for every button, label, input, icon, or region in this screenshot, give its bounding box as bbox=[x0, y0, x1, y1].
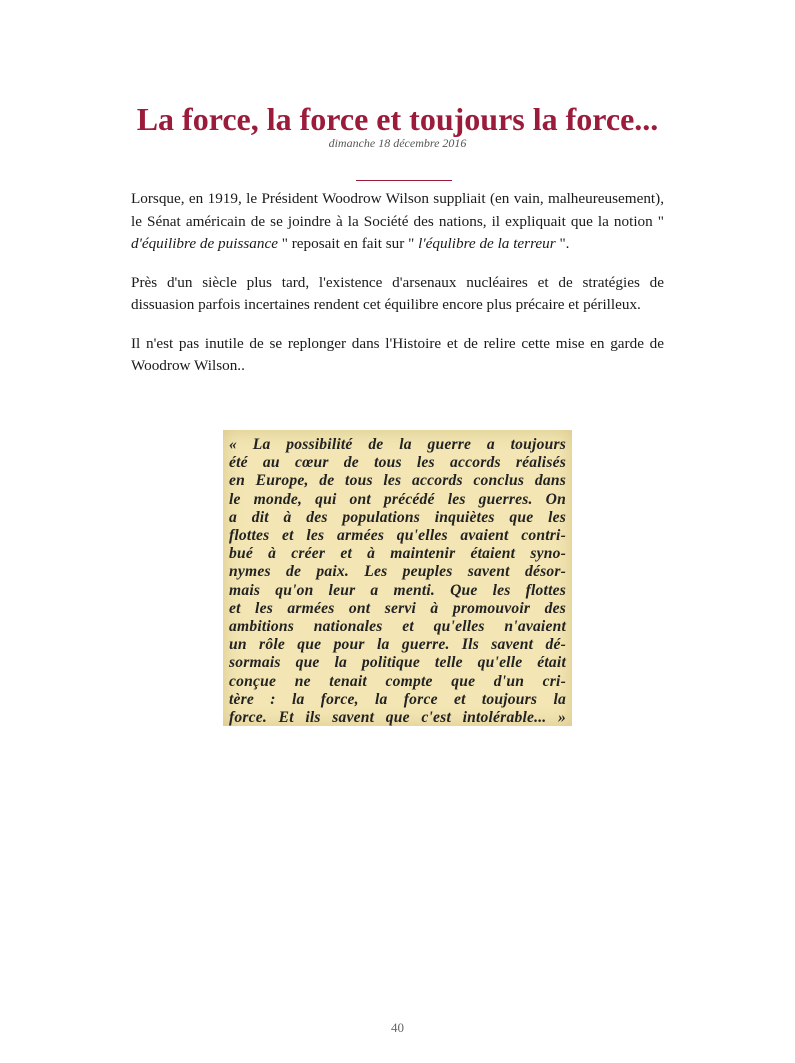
paragraph-3: Il n'est pas inutile de se replonger dans l'Histoire et de relire cette mise en garde de Woodrow Wilson.. bbox=[131, 334, 664, 374]
article-body bbox=[131, 188, 664, 394]
paragraph-1: Lorsque, en 1919, le Président Woodrow Wilson suppliait (en vain, malheureusement), le Sénat américain de se joindre à la Société des nations, il expliquait que la notion " d'équilibre de puissance " reposait en fait sur " l'équlibre de la terreur ". bbox=[131, 190, 664, 252]
quote-line: et les armées ont servi à promouvoir des bbox=[229, 599, 566, 617]
emphasis-equilibre-puissance: d'équilibre de puissance bbox=[131, 235, 278, 252]
quote-text bbox=[229, 436, 566, 727]
quote-line: flottes et les armées qu'elles avaient contri- bbox=[229, 527, 566, 545]
post-date: dimanche 18 décembre 2016 bbox=[328, 136, 467, 150]
quote-line: conçue ne tenait compte que d'un cri- bbox=[229, 672, 566, 690]
page-number: 40 bbox=[391, 1020, 404, 1035]
page-title: La force, la force et toujours la force... bbox=[136, 101, 659, 137]
quote-line: a dit à des populations inquiètes que les bbox=[229, 508, 566, 526]
paragraph-2: Près d'un siècle plus tard, l'existence d'arsenaux nucléaires et de stratégies de dissuasion parfois incertaines rendent cet équilibre encore plus précaire et périlleux. bbox=[131, 273, 664, 313]
quote-line: force. Et ils savent que c'est intolérable... » bbox=[229, 709, 566, 727]
quote-line: été au cœur de tous les accords réalisés bbox=[229, 454, 566, 472]
quote-line: tère : la force, la force et toujours la bbox=[229, 690, 566, 708]
quote-clipping-image bbox=[223, 430, 572, 726]
quote-line: « La possibilité de la guerre a toujours bbox=[229, 436, 566, 453]
quote-line: en Europe, de tous les accords conclus dans bbox=[229, 472, 566, 490]
quote-line: un rôle que pour la guerre. Ils savent dé- bbox=[229, 636, 566, 654]
quote-line: le monde, qui ont précédé les guerres. On bbox=[229, 490, 566, 508]
quote-line: mais qu'on leur a menti. Que les flottes bbox=[229, 581, 566, 599]
quote-line: bué à créer et à maintenir étaient syno- bbox=[229, 545, 566, 563]
quote-line: nymes de paix. Les peuples savent désor- bbox=[229, 563, 566, 581]
quote-line: sormais que la politique telle qu'elle était bbox=[229, 654, 566, 672]
emphasis-equilibre-terreur: l'équlibre de la terreur bbox=[418, 235, 556, 252]
quote-line: ambitions nationales et qu'elles n'avaient bbox=[229, 618, 566, 636]
title-divider bbox=[356, 180, 452, 181]
